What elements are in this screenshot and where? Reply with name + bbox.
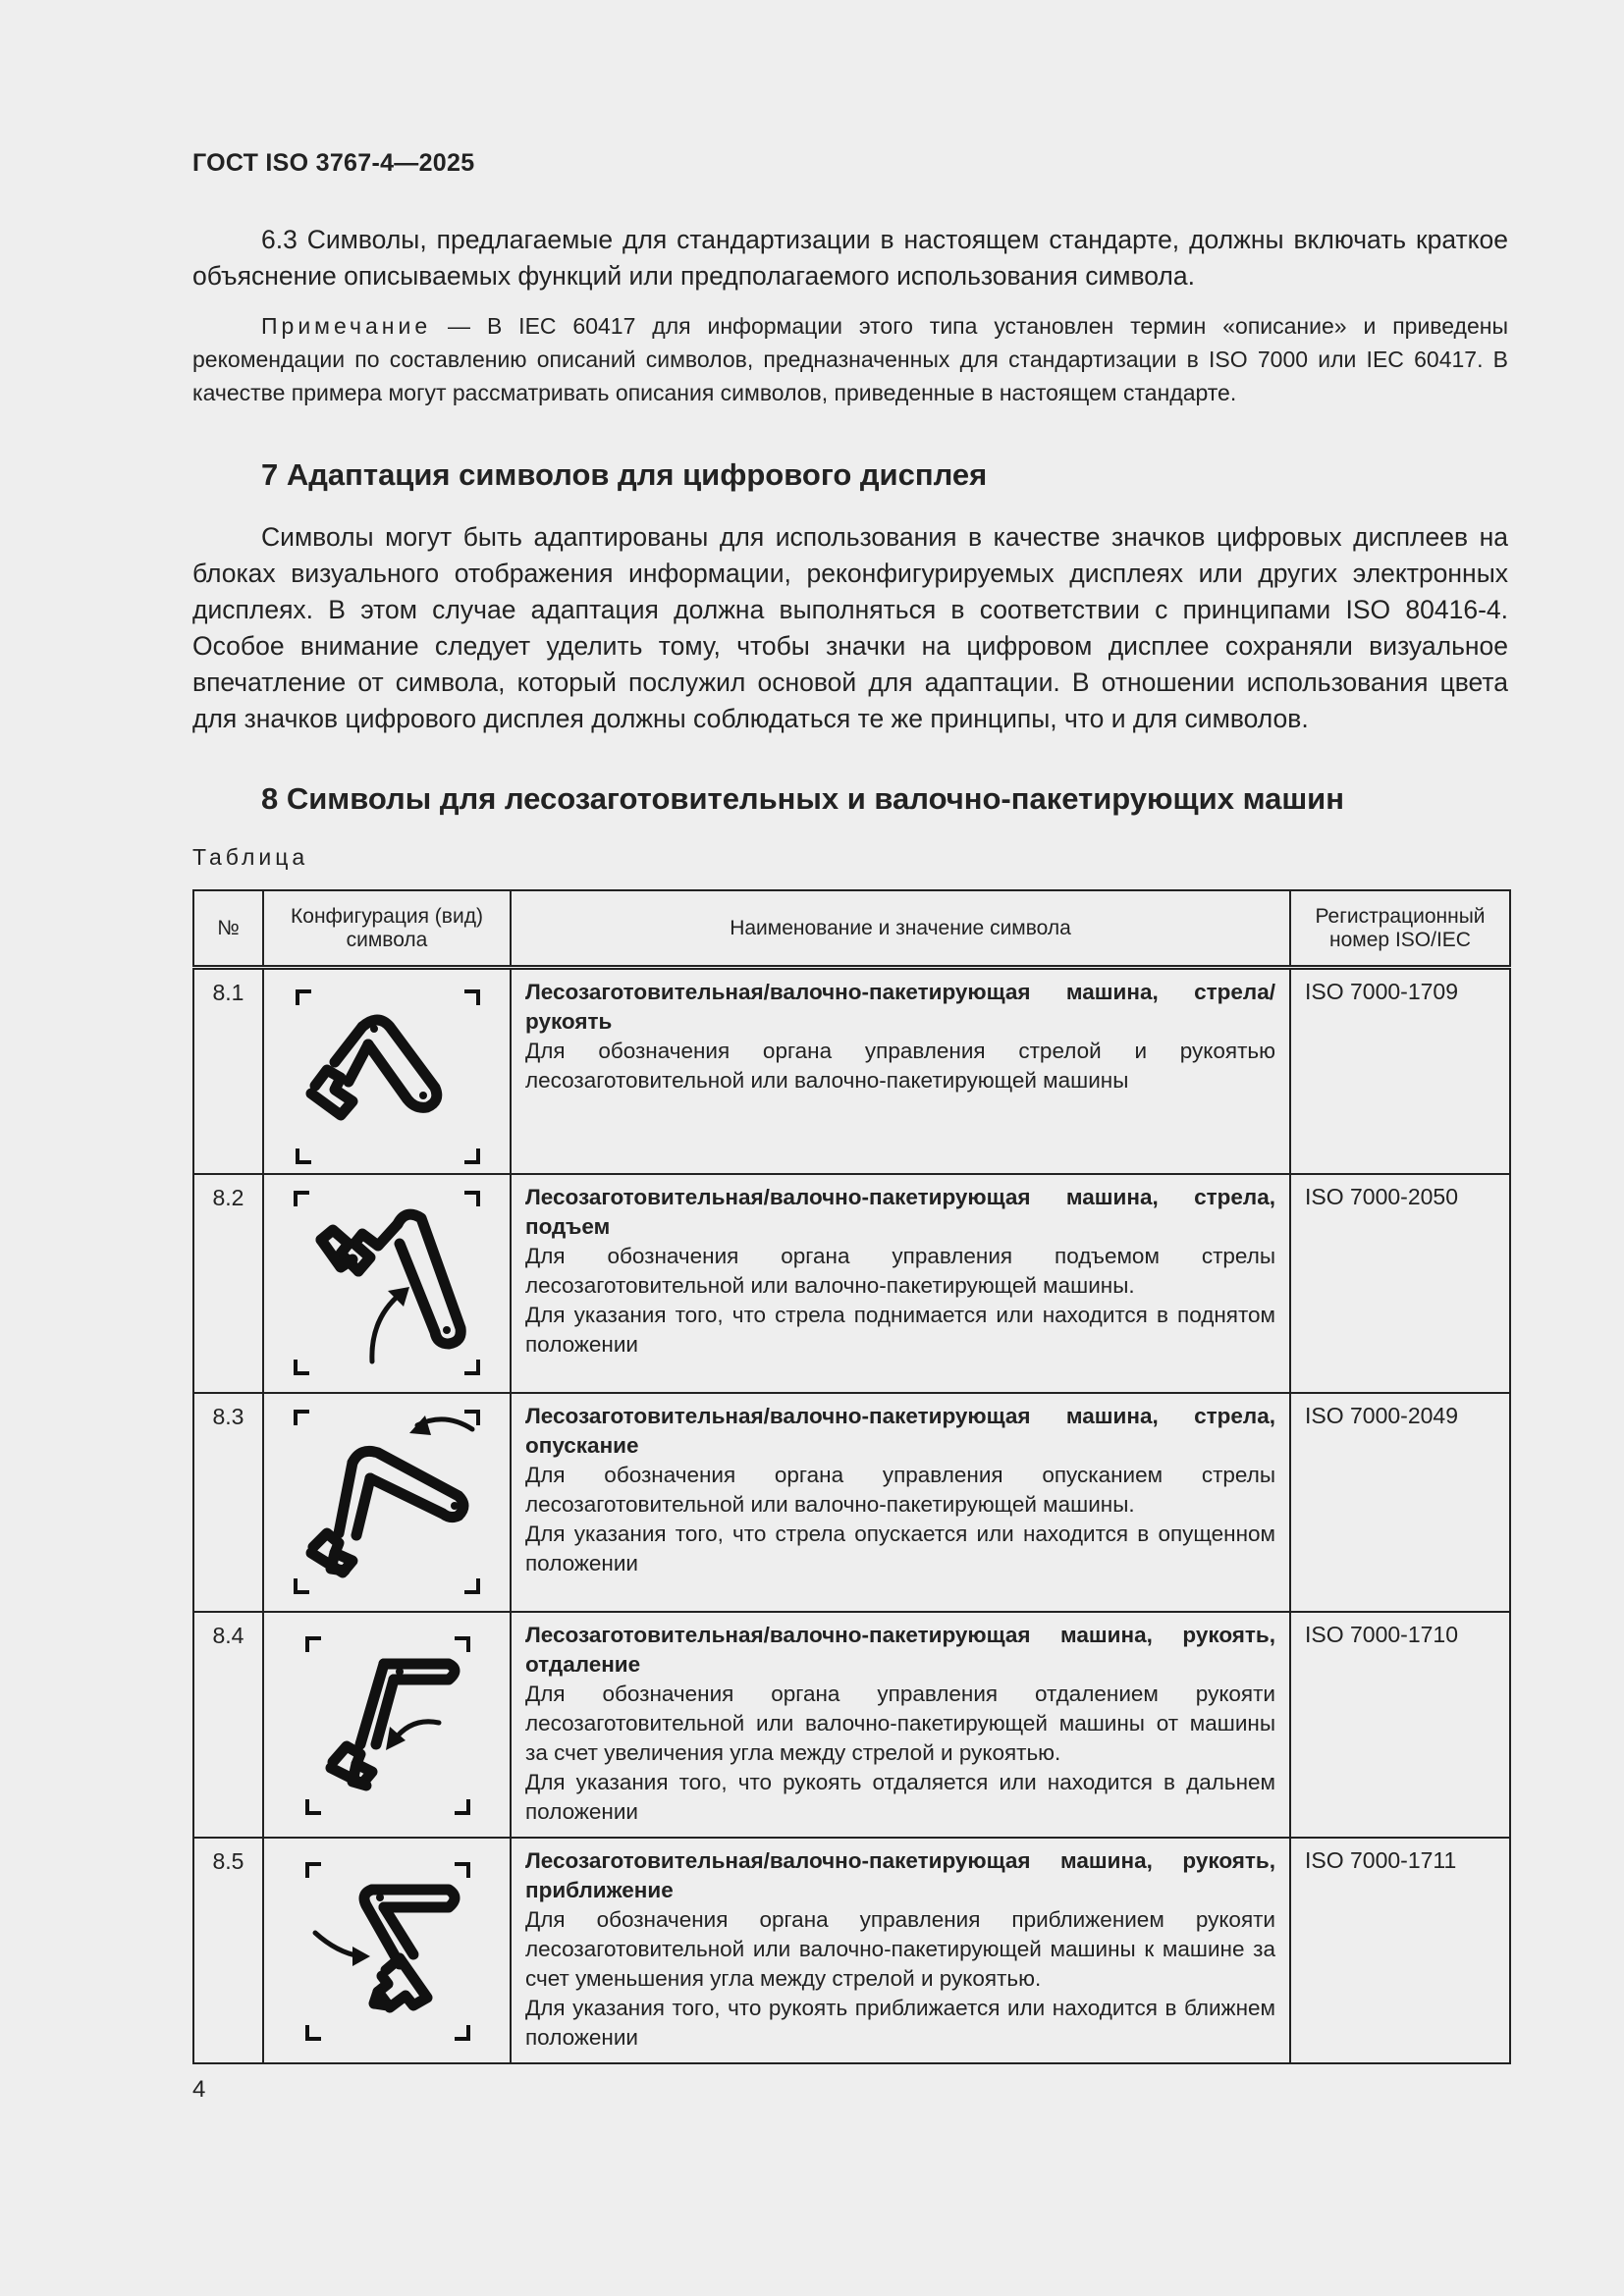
boom-lower-icon (292, 1404, 484, 1600)
note-label: Примечание (261, 313, 432, 339)
symbol-indication: Для указания того, что рукоять отдаляется или находится в дальнем положении (525, 1769, 1275, 1824)
symbol-cell (263, 1838, 511, 2063)
table-row (193, 1174, 1510, 1393)
boom-dipper-icon (292, 980, 484, 1172)
symbol-indication: Для указания того, что рукоять приближается или находится в ближнем положении (525, 1995, 1275, 2050)
symbol-cell (263, 1174, 511, 1393)
symbol-indication: Для указания того, что стрела поднимается или находится в поднятом положении (525, 1302, 1275, 1357)
section-6-3-text: 6.3 Символы, предлагаемые для стандартизации в настоящем стандарте, должны включать краткое объяснение описываемых функций или предполагаемого использования символа. (192, 225, 1508, 291)
symbol-description (511, 1174, 1290, 1393)
symbol-description (511, 1838, 1290, 2063)
section-7-body (192, 519, 1508, 737)
dipper-in-icon (292, 1848, 484, 2045)
symbol-description (511, 968, 1290, 1174)
symbol-meaning: Для обозначения органа управления стрелой и рукоятью лесозаготовительной или валочно-пакетирующей машины (525, 1039, 1275, 1093)
header-num: № (193, 890, 263, 968)
dipper-out-icon (292, 1623, 484, 1819)
document-header: ГОСТ ISO 3767-4—2025 (192, 149, 475, 177)
table-row (193, 1612, 1510, 1838)
symbol-description (511, 1393, 1290, 1612)
symbol-meaning: Для обозначения органа управления подъемом стрелы лесозаготовительной или валочно-пакетирующей машины. (525, 1243, 1275, 1298)
section-6-3 (192, 222, 1508, 294)
symbol-title: Лесозаготовительная/валочно-пакетирующая машина, стрела, подъем (525, 1184, 1275, 1239)
table-row (193, 968, 1510, 1174)
note-text: — В IEC 60417 для информации этого типа установлен термин «описание» и приведены рекомендации по составлению описаний символов, предназначенных для стандартизации в ISO 7000 или IEC 60417. В качестве примера могут рассматривать описания символов, приведенные в настоящем стандарте. (192, 313, 1508, 405)
section-7-heading: 7 Адаптация символов для цифрового дисплея (261, 457, 988, 492)
symbol-cell (263, 1393, 511, 1612)
symbol-cell (263, 968, 511, 1174)
registration-number: ISO 7000-1709 (1290, 968, 1510, 1174)
row-number: 8.1 (193, 968, 263, 1174)
symbol-meaning: Для обозначения органа управления опусканием стрелы лесозаготовительной или валочно-пакетирующей машины. (525, 1462, 1275, 1517)
symbol-title: Лесозаготовительная/валочно-пакетирующая машина, стрела/рукоять (525, 980, 1275, 1034)
symbol-cell (263, 1612, 511, 1838)
table-label: Таблица (192, 844, 309, 870)
registration-number: ISO 7000-2049 (1290, 1393, 1510, 1612)
symbols-table (192, 889, 1511, 2064)
registration-number: ISO 7000-1711 (1290, 1838, 1510, 2063)
symbol-meaning: Для обозначения органа управления отдалением рукояти лесозаготовительной или валочно-пакетирующей машины от машины за счет увеличения угла между стрелой и рукоятью. (525, 1681, 1275, 1765)
row-number: 8.5 (193, 1838, 263, 2063)
note (192, 309, 1508, 409)
row-number: 8.4 (193, 1612, 263, 1838)
registration-number: ISO 7000-1710 (1290, 1612, 1510, 1838)
row-number: 8.3 (193, 1393, 263, 1612)
row-number: 8.2 (193, 1174, 263, 1393)
symbol-meaning: Для обозначения органа управления приближением рукояти лесозаготовительной или валочно-пакетирующей машины к машине за счет уменьшения угла между стрелой и рукоятью. (525, 1906, 1275, 1991)
table-header-row (193, 890, 1510, 968)
section-8-heading: 8 Символы для лесозаготовительных и валочно-пакетирующих машин (261, 781, 1344, 816)
table-row (193, 1393, 1510, 1612)
header-name: Наименование и значение символа (511, 890, 1290, 968)
symbol-title: Лесозаготовительная/валочно-пакетирующая машина, рукоять, приближение (525, 1847, 1275, 1902)
section-7-text: Символы могут быть адаптированы для использования в качестве значков цифровых дисплеев на блоках визуального отображения информации, реконфигурируемых дисплеях или других электронных дисплеях. В этом случае адаптация должна выполняться в соответствии с принципами ISO 80416-4. Особое внимание следует уделить тому, чтобы значки на цифровом дисплее сохраняли визуальное впечатление от символа, который послужил основой для адаптации. В отношении использования цвета для значков цифрового дисплея должны соблюдаться те же принципы, что и для символов. (192, 522, 1508, 733)
table-row (193, 1838, 1510, 2063)
symbol-indication: Для указания того, что стрела опускается или находится в опущенном положении (525, 1521, 1275, 1575)
page-number: 4 (192, 2076, 206, 2103)
boom-raise-icon (292, 1185, 484, 1381)
header-reg: Регистрационный номер ISO/IEC (1290, 890, 1510, 968)
registration-number: ISO 7000-2050 (1290, 1174, 1510, 1393)
symbol-description (511, 1612, 1290, 1838)
header-config: Конфигурация (вид) символа (263, 890, 511, 968)
symbol-title: Лесозаготовительная/валочно-пакетирующая машина, стрела, опускание (525, 1403, 1275, 1458)
symbol-title: Лесозаготовительная/валочно-пакетирующая машина, рукоять, отдаление (525, 1622, 1275, 1677)
